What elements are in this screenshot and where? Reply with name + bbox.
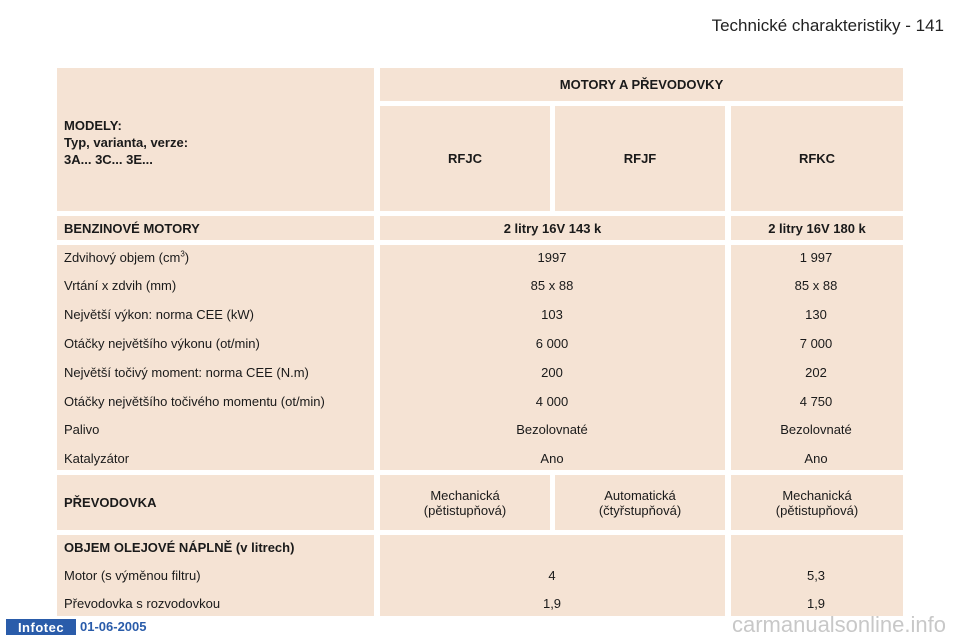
- spec-row-2-value-1: 85 x 88: [530, 278, 574, 293]
- spec-row-3-value-2: 130: [805, 307, 827, 322]
- engine-code-1: RFJC: [448, 151, 482, 166]
- engine-code-2: RFJF: [623, 151, 657, 166]
- models-label-line-2: Typ, varianta, verze:: [64, 135, 189, 150]
- spec-row-4-value-1: 6 000: [535, 336, 569, 351]
- models-label-line-1: MODELY:: [64, 118, 122, 133]
- oil-row-1-value-2: 5,3: [806, 568, 826, 583]
- spec-row-7-value-1: Bezolovnaté: [516, 422, 588, 437]
- spec-row-5-value-2: 202: [805, 365, 827, 380]
- oil-row-2-label: Převodovka s rozvodovkou: [64, 596, 221, 611]
- engines-section-col1: 2 litry 16V 143 k: [503, 220, 602, 236]
- page-title: Technické charakteristiky - 141: [711, 16, 944, 35]
- spec-row-6-value-2: 4 750: [799, 394, 833, 409]
- oil-section-title: OBJEM OLEJOVÉ NÁPLNĚ (v litrech): [64, 540, 295, 555]
- engine-code-cell-3: [731, 106, 903, 211]
- engines-section-label-cell: [57, 216, 374, 240]
- gearbox-cell-1-line-1: Mechanická: [430, 487, 500, 503]
- spec-row-1-value-1: 1997: [537, 250, 567, 265]
- gearbox-cell-1-line-2: (pětistupňová): [423, 502, 507, 518]
- gearbox-cell-1: [380, 475, 550, 530]
- spec-row-8-value-2: Ano: [804, 451, 828, 466]
- spec-row-3-value-1: 103: [541, 307, 563, 322]
- spec-row-3-label: Největší výkon: norma CEE (kW): [64, 307, 254, 322]
- engine-code-cell-2: [555, 106, 725, 211]
- spec-row-7-label: Palivo: [64, 422, 100, 437]
- engine-code-3: RFKC: [798, 151, 836, 166]
- group-header-cell: [380, 68, 903, 101]
- oil-row-1-label: Motor (s výměnou filtru): [64, 568, 201, 583]
- spec-row-1-value-2: 1 997: [799, 250, 833, 265]
- gearbox-label-cell: [57, 475, 374, 530]
- models-label-line-3: 3A... 3C... 3E...: [64, 152, 153, 167]
- footer-date: 01-06-2005: [80, 619, 147, 634]
- models-label-cell: [57, 68, 374, 211]
- spec-row-5-label: Největší točivý moment: norma CEE (N.m): [64, 365, 309, 380]
- spec-row-1-label: Zdvihový objem $(cm^3)$: [64, 249, 190, 265]
- engines-section-col2: 2 litry 16V 180 k: [768, 220, 866, 236]
- engine-code-cell-1: [380, 106, 550, 211]
- watermark-text: carmanualsonline.info: [731, 612, 946, 637]
- spec-row-4-label: Otáčky největšího výkonu (ot/min): [64, 336, 260, 351]
- spec-row-2-value-2: 85 x 88: [794, 278, 838, 293]
- gearbox-cell-2-line-1: Automatická: [604, 487, 676, 503]
- oil-row-1-value-1: 4: [548, 568, 556, 583]
- gearbox-label: PŘEVODOVKA: [64, 495, 157, 510]
- spec-row-8-value-1: Ano: [540, 451, 564, 466]
- gearbox-cell-3: [731, 475, 903, 530]
- spec-row-4-value-2: 7 000: [799, 336, 833, 351]
- gearbox-cell-2: [555, 475, 725, 530]
- oil-row-2-value-2: 1,9: [806, 596, 826, 611]
- group-header-text: MOTORY A PŘEVODOVKY: [559, 77, 724, 92]
- spec-row-5-value-1: 200: [541, 365, 563, 380]
- spec-row-6-label: Otáčky největšího točivého momentu (ot/min): [64, 394, 325, 409]
- spec-row-8-label: Katalyzátor: [64, 451, 130, 466]
- gearbox-cell-2-line-2: (čtyřstupňová): [598, 502, 682, 518]
- spec-row-7-value-2: Bezolovnaté: [780, 422, 852, 437]
- engines-section-col2-cell: [731, 216, 903, 240]
- engines-section-col1-cell: [380, 216, 725, 240]
- engines-section-label: BENZINOVÉ MOTORY: [64, 221, 200, 236]
- spec-row-6-value-1: 4 000: [535, 394, 569, 409]
- gearbox-cell-3-line-1: Mechanická: [782, 487, 852, 503]
- spec-row-2-label: Vrtání x zdvih (mm): [64, 278, 177, 293]
- oil-row-2-value-1: 1,9: [542, 596, 562, 611]
- infotec-logo: Infotec: [6, 619, 76, 635]
- gearbox-cell-3-line-2: (pětistupňová): [775, 502, 859, 518]
